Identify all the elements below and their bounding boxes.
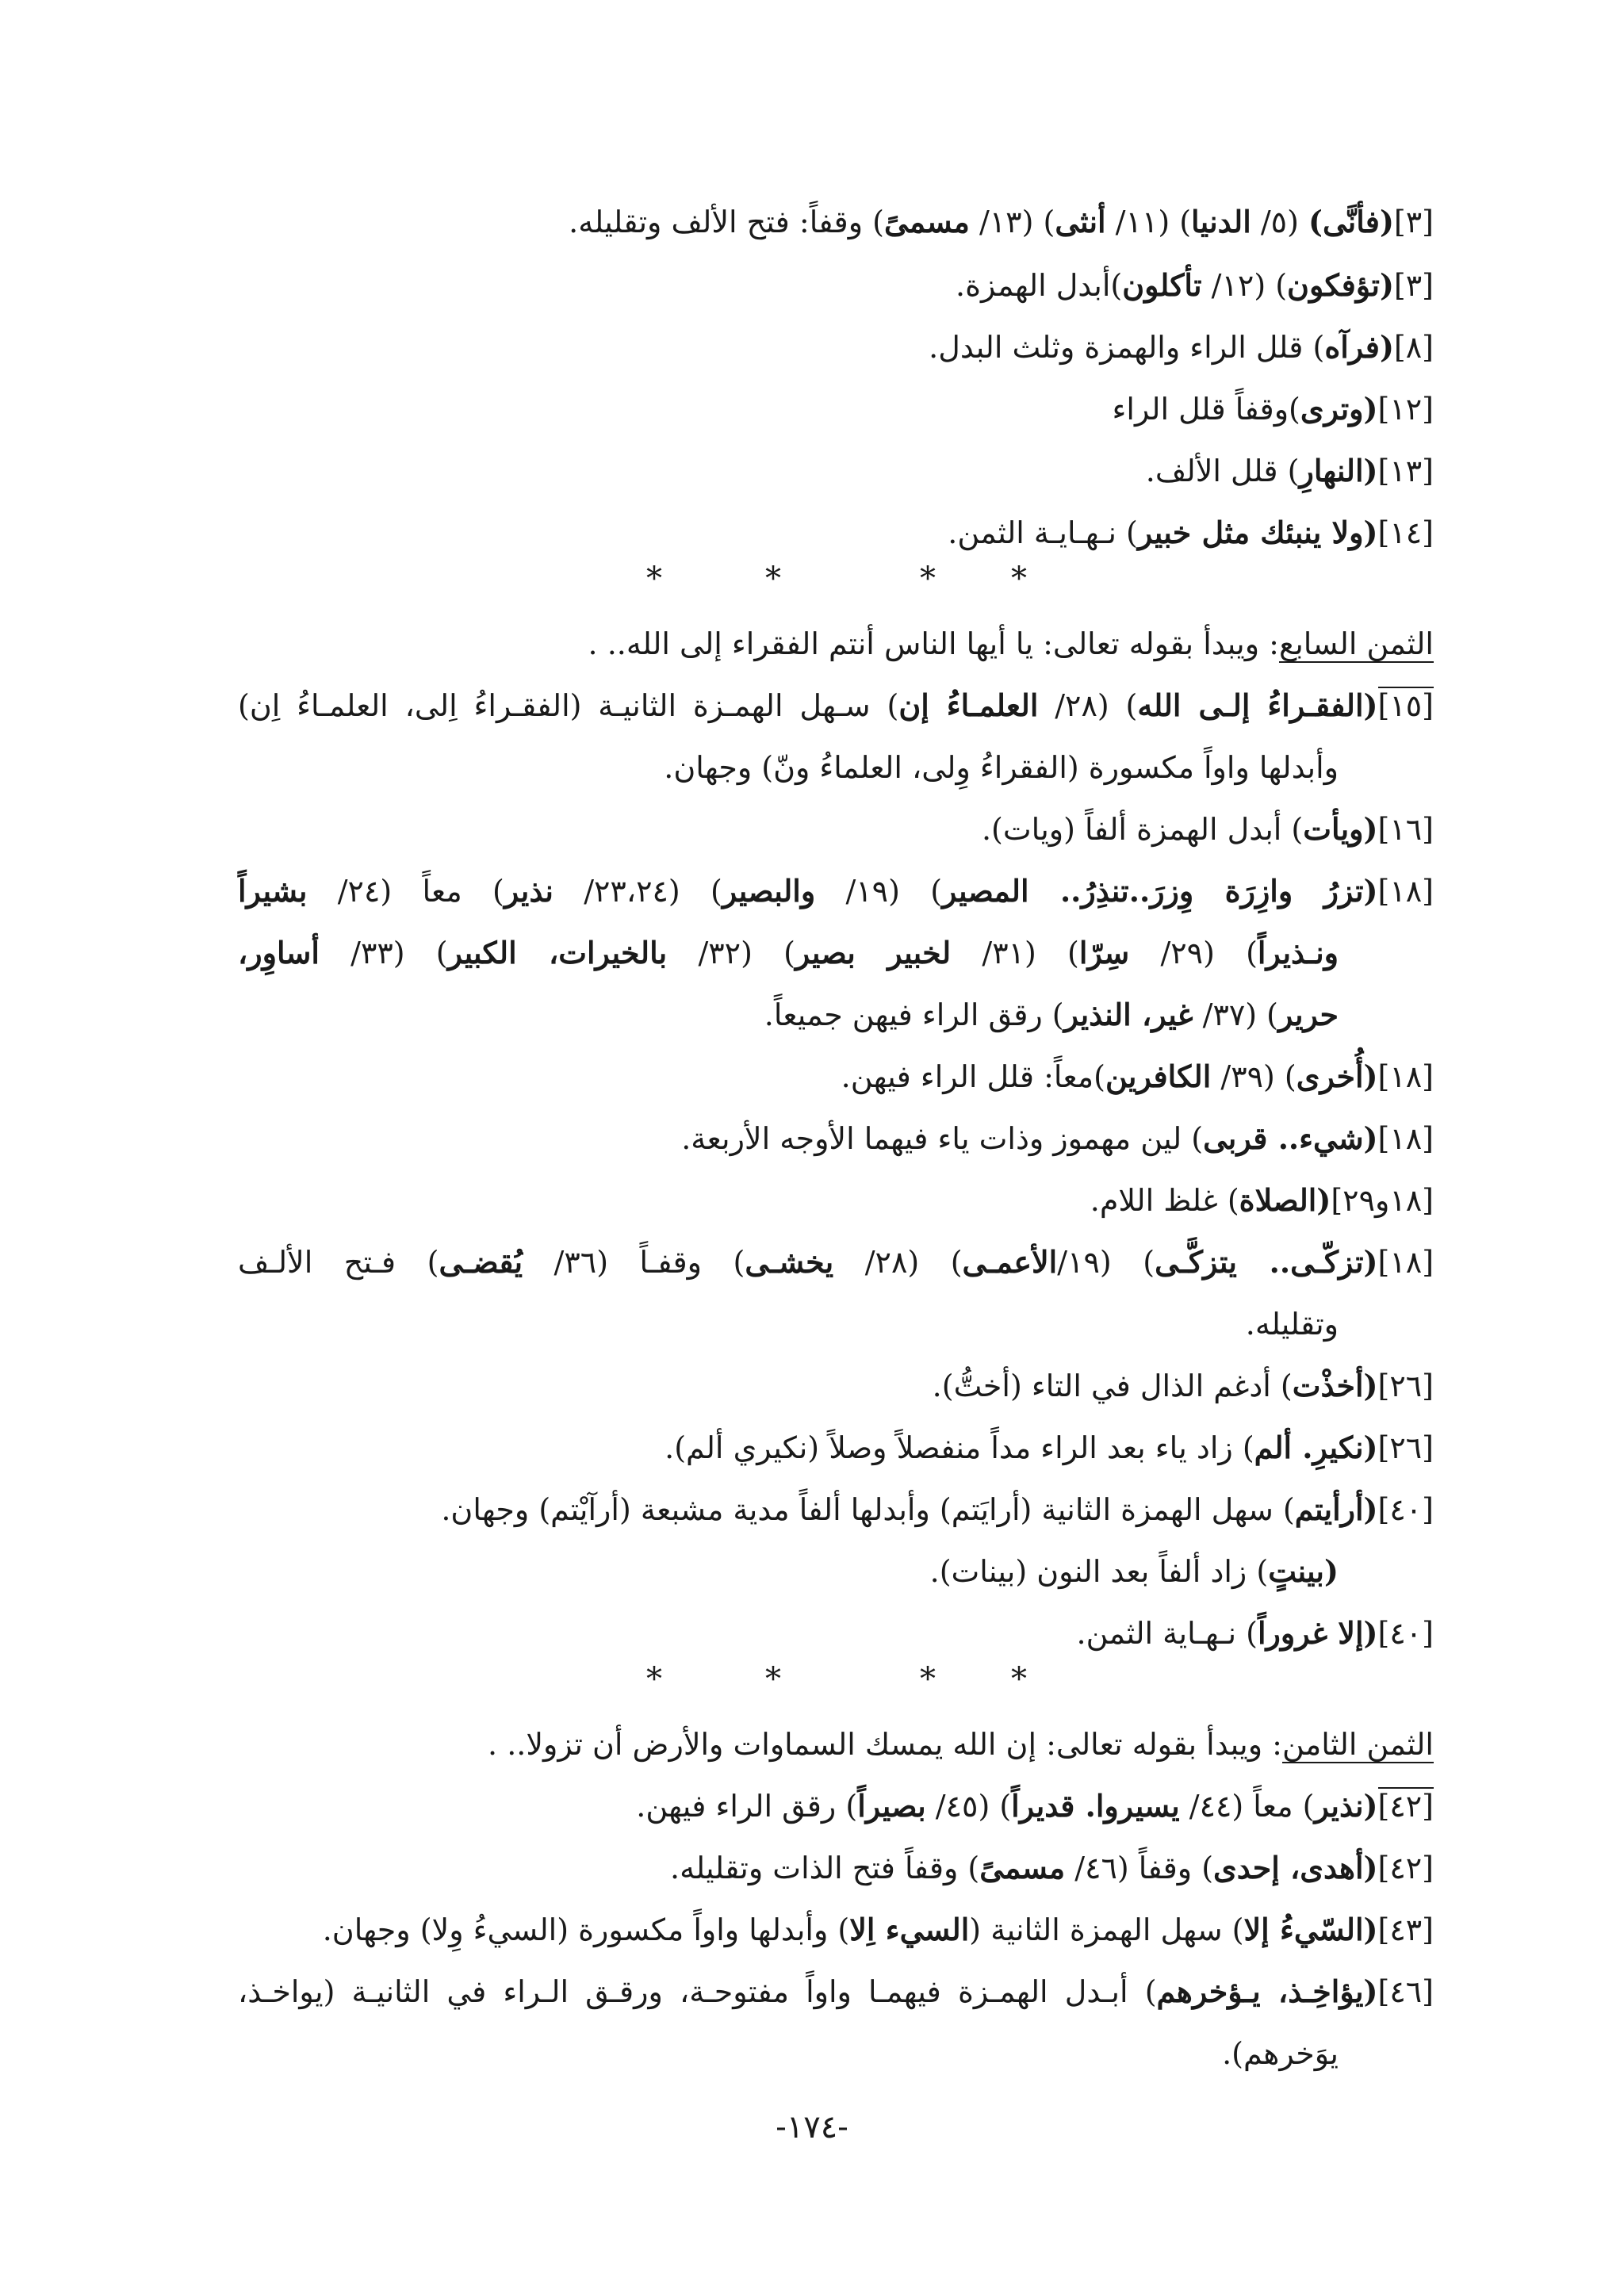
entry-line: [١٣](النهارِ) قلل الألف.	[1145, 453, 1434, 488]
entry-line: [٢٦](نكيرِ. ألم) زاد ياء بعد الراء مداً منفصلاً وصلاً (نكيري ألم).	[665, 1430, 1434, 1465]
entry-line: [١٨](أُخرى) (٣٩/ الكافرين)معاً: قلل الراء فيهن.	[841, 1058, 1434, 1094]
entry-line: [٢٦](أخذْت) أدغم الذال في التاء (أختُّ).	[932, 1368, 1434, 1403]
entry-line: يوَخرهم).	[1222, 2036, 1339, 2071]
section-heading: الثمن الثامن: ويبدأ بقوله تعالى: إن الله يمسك السماوات والأرض أن تزولا.. .	[488, 1727, 1434, 1762]
section-heading: الثمن السابع: ويبدأ بقوله تعالى: يا أيها الناس أنتم الفقراء إلى الله.. .	[588, 626, 1434, 661]
entry-line: [٨](فرآه) قلل الراء والهمزة وثلث البدل.	[929, 329, 1434, 365]
entry-line: وتقليله.	[1245, 1307, 1339, 1342]
entry-line: [٤٢](نذير) معاً (٤٤/ يسيروا. قديراً) (٤٥/ بصيراً) رقق الراء فيهن.	[636, 1788, 1434, 1824]
section-separator: * * * *	[646, 561, 1027, 597]
entry-line: وأبدلها واواً مكسورة (الفقراءُ وِلى، العلماءُ ونّ) وجهان.	[664, 750, 1339, 785]
page-number: -١٧٤-	[776, 2109, 848, 2146]
entry-line: [٤٠](إلا غروراً) نـهـاية الثمن.	[1076, 1615, 1434, 1651]
entry-line: ونـذيراً) (٢٩/ سِرّا) (٣١/ لخبير بصير) (٣٢/ بالخيرات، الكبير) (٣٣/ أساوِر،	[238, 935, 1339, 970]
entry-line: [١٥](الفقـراءُ إلـى الله) (٢٨/ العلمـاءُ إن) سـهل الهمـزة الثانيـة (الفقـراءُ اِلى، العلمـاءُ اِن)	[238, 687, 1434, 723]
entry-line: [١٨](تزرُ وازِرَة وِزرَ..تنذِرُ.. المصير) (١٩/ والبصير) (٢٣،٢٤/ نذير) معاً (٢٤/ بشيراً	[238, 873, 1434, 909]
entry-line: [١٨و٢٩](الصلاة) غلظ اللام.	[1090, 1182, 1434, 1218]
entry-line: [٤٢](أهدى، إحدى) وقفاً (٤٦/ مسمىً) وقفاً فتح الذات وتقليله.	[670, 1850, 1434, 1885]
entry-line: [٣](فأنَّى) (٥/ الدنيا) (١١/ أنثى) (١٣/ مسمىً) وقفاً: فتح الألف وتقليله.	[569, 204, 1434, 239]
entry-line: [١٨](تزكّـى.. يتزكَّـى) (١٩/الأعمـى) (٢٨/ يخشـى) وقفـاً (٣٦/ يُقضـى) فـتح الألـف	[238, 1244, 1434, 1280]
entry-line: (بينتٍ) زاد ألفاً بعد النون (بينات).	[929, 1553, 1339, 1589]
entry-line: حرير) (٣٧/ غير، النذير) رقق الراء فيهن جميعاً.	[764, 997, 1339, 1032]
section-separator: * * * *	[646, 1661, 1027, 1698]
entry-line: [٤٦](يؤاخِـذ، يـؤخرهم) أبـدل الهمـزة فيهمـا واواً مفتوحـة، ورقـق الـراء في الثانيـة (يواخـذ،	[238, 1973, 1434, 2009]
entry-line: [١٦](ويأت) أبدل الهمزة ألفاً (ويات).	[981, 811, 1434, 847]
entry-line: [١٢](وترى)وقفاً قلل الراء	[1112, 391, 1434, 427]
entry-line: [٤٣](السّيءُ إلا) سهل الهمزة الثانية (السيء اِلا) وأبدلها واواً مكسورة (السيءُ وِلا) وجهان.	[322, 1912, 1434, 1947]
entry-line: [١٤](ولا ينبئك مثل خبير) نـهـايـة الثمن.	[948, 515, 1434, 550]
entry-line: [٤٠](أرأيتم) سهل الهمزة الثانية (أرايَتم) وأبدلها ألفاً مدية مشبعة (أرآيْتم) وجهان.	[441, 1491, 1434, 1527]
entry-line: [١٨](شيء.. قربى) لين مهموز وذات ياء فيهما الأوجه الأربعة.	[681, 1120, 1434, 1156]
entry-line: [٣](تؤفكون) (١٢/ تأكلون)أبدل الهمزة.	[956, 267, 1434, 303]
